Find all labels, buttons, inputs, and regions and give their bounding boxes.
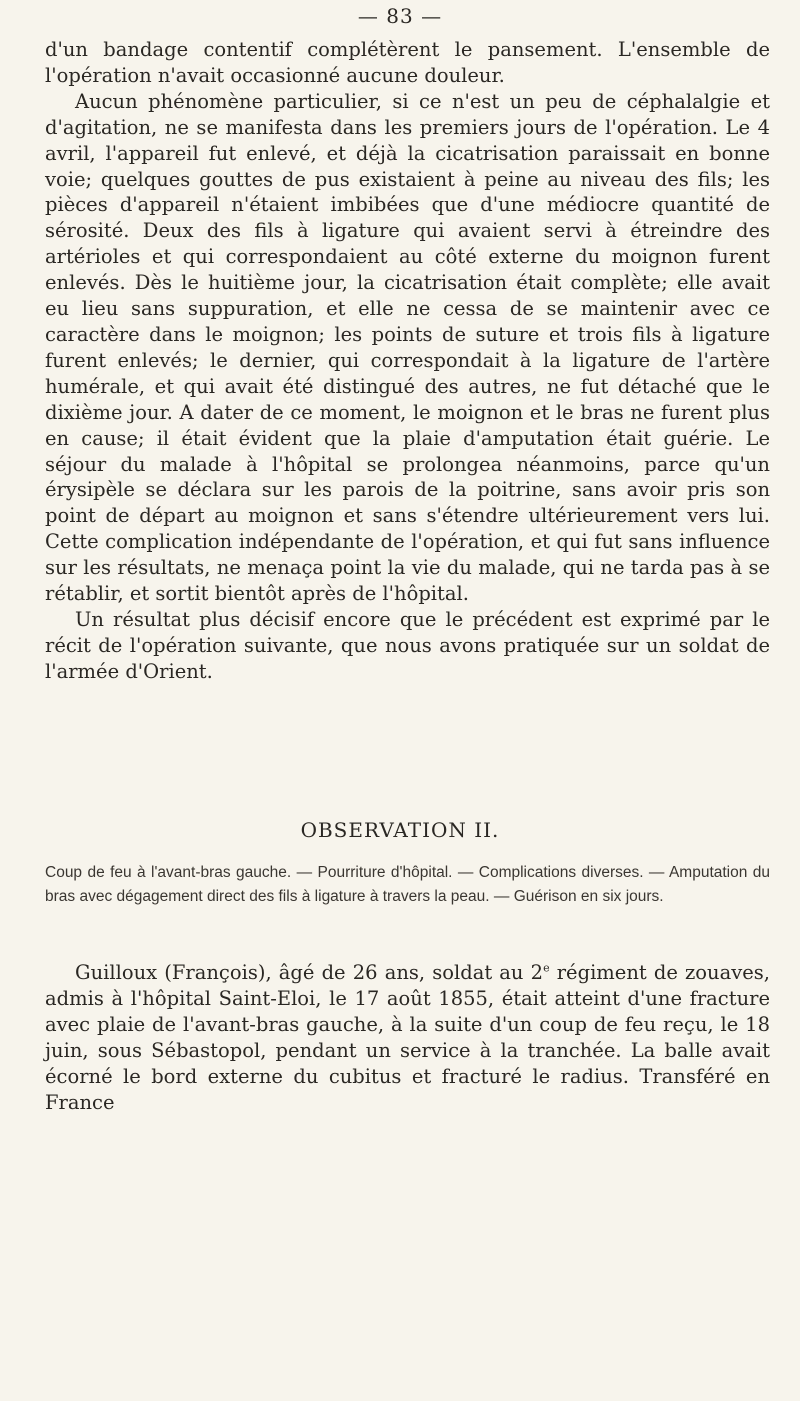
- paragraph-postoperative: Aucun phénomène particulier, si ce n'est un peu de céphalalgie et d'agitation, ne se manifesta dans les premiers jours de l'opération. Le 4 avril, l'appareil fut enlevé, et déjà la cicatrisation paraissait en bonne voie; quelques gouttes de pus existaient à peine au niveau des fils; les pièces d'appareil n'étaient imbibées que d'une médiocre quantité de sérosité. Deux des fils à ligature qui avaient servi à étreindre des artérioles et qui correspondaient au côté externe du moignon furent enlevés. Dès le huitième jour, la cicatrisation était complète; elle avait eu lieu sans suppuration, et elle ne cessa de se maintenir avec ce caractère dans le moignon; les points de suture et trois fils à ligature furent enlevés; le dernier, qui correspondait à la ligature de l'artère humérale, et qui avait été distingué des autres, ne fut détaché que le dixième jour. A dater de ce moment, le moignon et le bras ne furent plus en cause; il était évident que la plaie d'amputation était guérie. Le séjour du malade à l'hôpital se prolongea néanmoins, parce qu'un érysipèle se déclara sur les parois de la poitrine, sans avoir pris son point de départ au moignon et sans s'étendre ultérieurement vers lui. Cette complication indépendante de l'opération, et qui fut sans influence sur les résultats, ne menaça point la vie du malade, qui ne tarda pas à se rétablir, et sortit bientôt après de l'hôpital.: [45, 89, 770, 606]
- body-text-bottom: [45, 960, 770, 1115]
- regiment-number: 2: [530, 961, 544, 984]
- observation-summary: Coup de feu à l'avant-bras gauche. — Pourriture d'hôpital. — Complications diverses. — Amputation du bras avec dégagement direct des fils à ligature à travers la peau. — Guérison en six jours.: [45, 864, 770, 906]
- paragraph-continuation: d'un bandage contentif complétèrent le pansement. L'ensemble de l'opération n'avait occasionné aucune douleur.: [45, 38, 770, 87]
- paragraph-transition: Un résultat plus décisif encore que le précédent est exprimé par le récit de l'opération suivante, que nous avons pratiquée sur un soldat de l'armée d'Orient.: [45, 607, 770, 683]
- observation-heading: OBSERVATION II.: [300, 818, 500, 842]
- paragraph-patient-history: [45, 960, 770, 1115]
- body-text-top: [45, 37, 770, 685]
- page-number: — 83 —: [357, 4, 443, 28]
- patient-intro: Guilloux (François), âgé de 26 ans, soldat au: [75, 961, 531, 984]
- patient-details: régiment de zouaves, admis à l'hôpital Saint-Eloi, le 17 août 1855, était atteint d'une fracture avec plaie de l'avant-bras gauche, à la suite d'un coup de feu reçu, le 18 juin, sous Sébastopol, pendant un service à la tranchée. La balle avait écorné le bord externe du cubitus et fracturé le radius. Transféré en France: [45, 961, 770, 1114]
- regiment-ordinal: e: [543, 961, 550, 975]
